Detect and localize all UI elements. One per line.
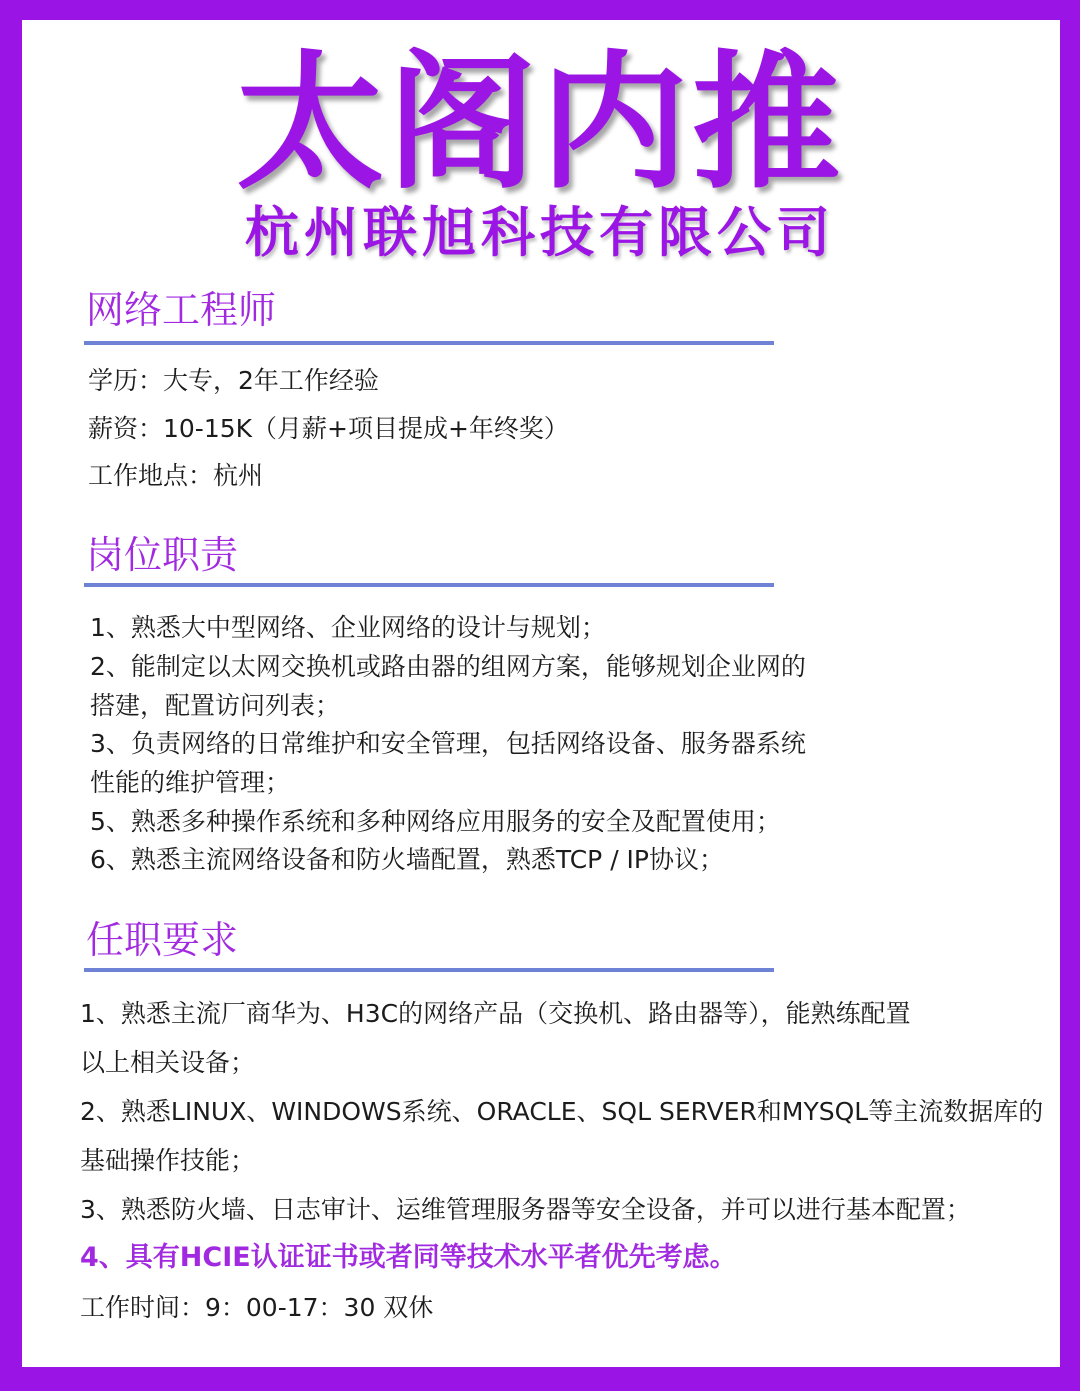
requirement-line: 基础操作技能； (80, 1146, 256, 1175)
info-education: 学历：大专，2年工作经验 (88, 366, 379, 395)
requirements-divider (84, 968, 774, 972)
company-name: 杭州联旭科技有限公司 (245, 201, 835, 264)
requirement-line: 2、熟悉LINUX、WINDOWS系统、ORACLE、SQL SERVER和MYSQL等主流数据库的 (80, 1097, 1044, 1126)
duty-line: 1、熟悉大中型网络、企业网络的设计与规划； (90, 613, 606, 642)
duties-divider (84, 583, 774, 587)
requirement-line: 以上相关设备； (80, 1048, 256, 1077)
duties-heading: 岗位职责 (86, 533, 239, 577)
requirement-highlight: 4、具有HCIE认证证书或者同等技术水平者优先考虑。 (80, 1242, 737, 1273)
duty-line: 3、负责网络的日常维护和安全管理，包括网络设备、服务器系统 (90, 729, 806, 758)
duty-line: 6、熟悉主流网络设备和防火墙配置，熟悉TCP / IP协议； (90, 845, 725, 874)
duty-line: 性能的维护管理； (90, 768, 291, 797)
duty-line: 5、熟悉多种操作系统和多种网络应用服务的安全及配置使用； (90, 807, 781, 836)
poster-title: 太阁内推 (236, 37, 844, 209)
work-time: 工作时间：9：00-17：30 双休 (80, 1293, 434, 1322)
job-title-heading: 网络工程师 (86, 288, 277, 332)
duty-line: 搭建，配置访问列表； (90, 691, 341, 720)
job-title-divider (84, 341, 774, 345)
info-salary: 薪资：10-15K（月薪+项目提成+年终奖） (88, 414, 569, 443)
requirements-heading: 任职要求 (86, 918, 239, 962)
duty-line: 2、能制定以太网交换机或路由器的组网方案，能够规划企业网的 (90, 652, 806, 681)
requirement-line: 3、熟悉防火墙、日志审计、运维管理服务器等安全设备，并可以进行基本配置； (80, 1195, 971, 1224)
info-location: 工作地点：杭州 (88, 461, 264, 490)
requirement-line: 1、熟悉主流厂商华为、H3C的网络产品（交换机、路由器等），能熟练配置 (80, 999, 911, 1028)
